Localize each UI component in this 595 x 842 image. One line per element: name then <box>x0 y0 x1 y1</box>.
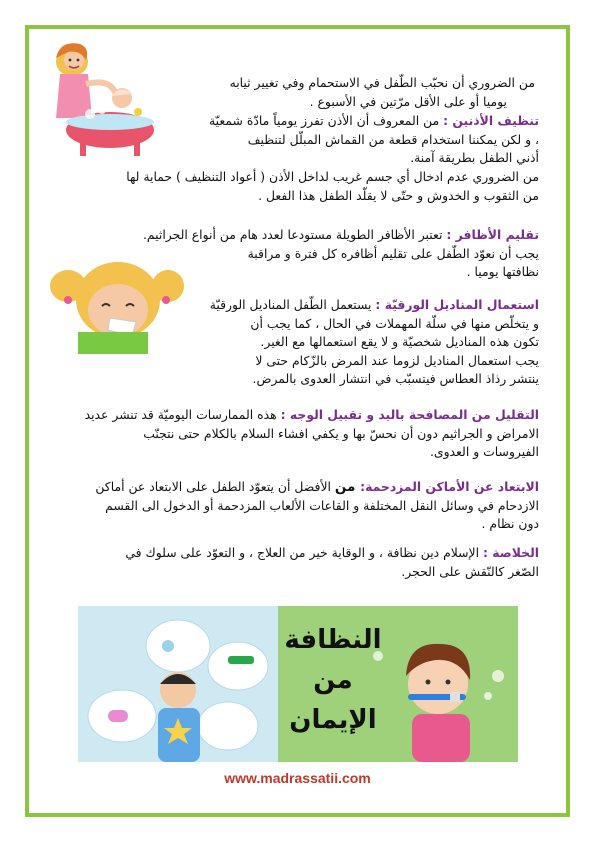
banner-line-3: الإيمان <box>289 705 377 735</box>
ears-text: ، و لكن يمكننا استخدام قطعة من القماش المبلّل لتنظيف <box>247 131 539 147</box>
handshake-heading: التقليل من المصافحة باليد و تقبيل الوجه : <box>280 407 539 422</box>
nails-text: يجب أن نعوّد الطّفل على تقليم أظافره كل فترة و مراقبة <box>247 245 539 261</box>
handshake-text: الامراض و الجراثيم دون أن نحسّ بها و يكفي افشاء السلام بالكلام حتى نتجنّب <box>143 425 539 441</box>
nails-text: تعتبر الأظافر الطويلة مستودعا لعدد هام من أنواع الجراثيم. <box>142 227 447 242</box>
website-link[interactable]: www.madrassatii.com <box>224 770 371 786</box>
crowded-section <box>95 478 539 534</box>
ears-text: من الثقوب و الخدوش و حتّى لا يقلّد الطفل هذا الفعل . <box>258 187 539 203</box>
ears-section-cont <box>126 168 539 205</box>
tissues-text: تكون هذه المناديل شخصيّة و لا يقع استعمالها مع الغير. <box>260 334 539 350</box>
intro-paragraph <box>230 74 535 111</box>
banner-line-1: النظافة <box>284 625 382 655</box>
crowded-text: الأفضل أن يتعوّد الطفل على الابتعاد عن أماكن <box>95 479 335 494</box>
banner-title <box>278 620 388 740</box>
summary-text: الإسلام دين نظافة ، و الوقاية خير من العلاج ، و التعوّد على سلوك في <box>125 545 483 560</box>
intro-line: من الضروري أن نحبّب الطّفل في الاستحمام وفي تغيير ثيابه <box>229 75 535 90</box>
tissues-heading: استعمال المناديل الورقيّة : <box>375 297 539 312</box>
summary-section <box>125 544 539 581</box>
bath-illustration <box>50 38 158 166</box>
tissues-section <box>210 296 539 389</box>
handshake-text: هذه الممارسات اليوميّة قد تنشر عديد <box>84 407 281 422</box>
banner-line-2: من <box>313 665 353 695</box>
nails-section <box>143 226 539 282</box>
ears-text: من الضروري عدم ادخال أي جسم غريب لداخل الأذن ( أعواد التنظيف ) حماية لها <box>126 169 539 184</box>
crowded-bold: من <box>334 479 361 495</box>
crowded-heading: الابتعاد عن الأماكن المزدحمة: <box>360 479 539 494</box>
summary-heading: الخلاصة : <box>483 545 539 560</box>
tissues-text: و يتخلّص منها في سلّة المهملات في الحال ، كما يجب أن <box>250 315 539 331</box>
summary-text: الصّغر كالنّقش على الحجر. <box>401 563 539 579</box>
nails-text: نظافتها يوميا . <box>466 264 539 280</box>
ears-text: أذني الطفل بطريقة آمنة. <box>410 150 539 166</box>
crowded-text: الازدحام في وسائل النقل المختلفة و القاعات الألعاب المزدحمة أو الدخول الى القسم <box>105 497 539 513</box>
handshake-text: الفيروسات و العدوى. <box>429 444 539 460</box>
tissues-text: يجب استعمال المناديل لزوما عند المرض بالزّكام حتى لا <box>255 352 539 368</box>
ears-heading: تنظيف الأذنين : <box>443 113 539 128</box>
tissues-text: يستعمل الطّفل المناديل الورقيّة <box>209 297 376 312</box>
nails-heading: تقليم الأظافر : <box>446 227 539 242</box>
tissues-text: ينتشر رذاذ العطاس فيتسبّب في انتشار العدوى بالمرض. <box>252 371 539 387</box>
handshake-section <box>85 406 539 462</box>
ears-text: من المعروف أن الأذن تفرز يومياً مادّة شمعيّة <box>208 113 444 128</box>
ears-section <box>209 112 539 168</box>
cleanliness-banner <box>78 606 518 762</box>
intro-line: يوميا أو على الأقل مرّتين في الأسبوع . <box>309 93 507 109</box>
crowded-text: دون نظام . <box>481 516 539 532</box>
